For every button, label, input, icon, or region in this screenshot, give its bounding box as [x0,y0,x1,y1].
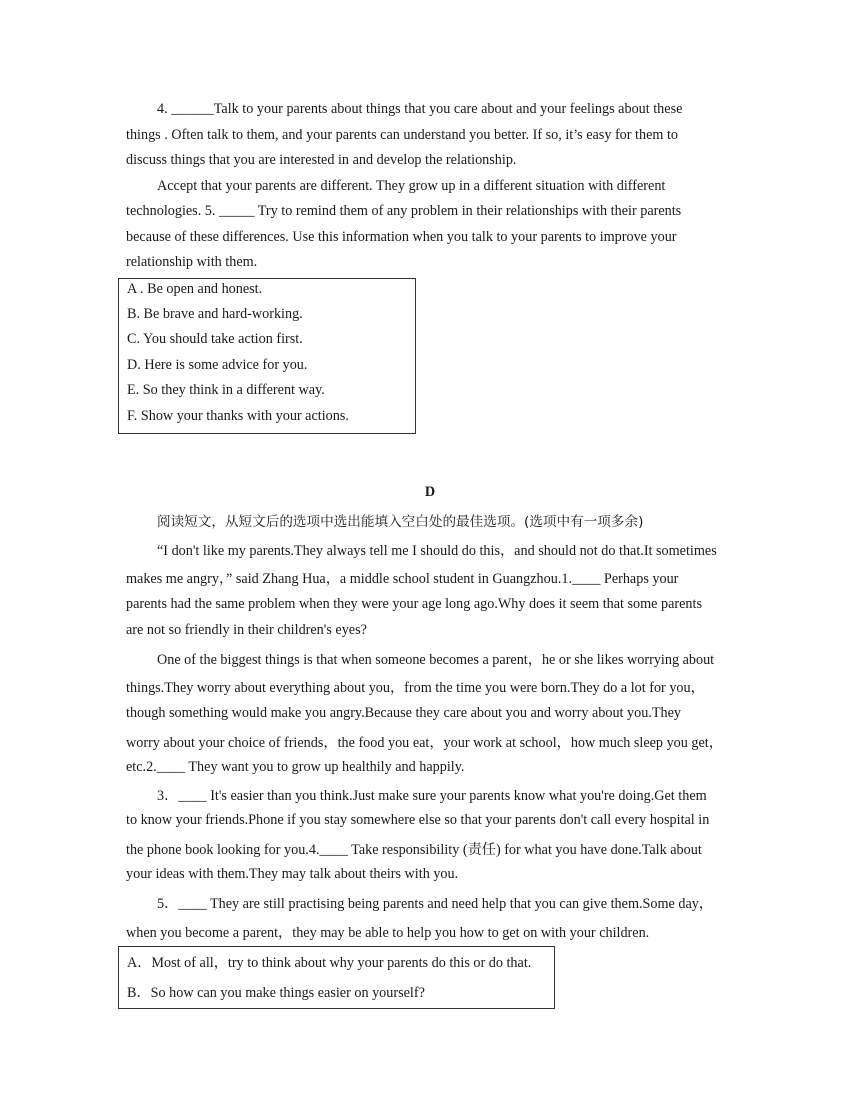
passage-line: worry about your choice of friends，the food you eat，your work at school，how much sleep you get， [126,735,723,751]
passage-line: relationship with them. [126,254,258,270]
passage-line: One of the biggest things is that when someone becomes a parent，he or she likes worrying about [157,652,715,668]
option-a: A . Be open and honest. [127,281,263,297]
passage-line: the phone book looking for you.4.____ Take responsibility (责任) for what you have done.Talk about [126,842,702,858]
passage-line: though something would make you angry.Because they care about you and worry about you.They [126,705,682,721]
option-a: A．Most of all，try to think about why your parents do this or do that. [127,955,532,971]
passage-line: 5．____ They are still practising being parents and need help that you can give them.Some day， [157,896,714,912]
passage-line: to know your friends.Phone if you stay somewhere else so that your parents don't call every hospital in [126,812,710,828]
passage-line: things . Often talk to them, and your parents can understand you better. If so, it’s easy for them to [126,127,679,143]
passage-line: parents had the same problem when they were your age long ago.Why does it seem that some parents [126,596,702,612]
option-b: B．So how can you make things easier on yourself? [127,985,425,1001]
instruction: 阅读短文，从短文后的选项中选出能填入空白处的最佳选项。(选项中有一项多余) [157,514,644,530]
passage-line: etc.2.____ They want you to grow up healthily and happily. [126,759,465,775]
passage-line: 3．____ It's easier than you think.Just make sure your parents know what you're doing.Get them [157,788,707,804]
passage-line: your ideas with them.They may talk about theirs with you. [126,866,459,882]
option-c: C. You should take action first. [127,331,303,347]
passage-line: are not so friendly in their children's eyes? [126,622,367,638]
passage-line: “I don't like my parents.They always tell me I should do this，and should not do that.It sometimes [157,543,717,559]
passage-line: Accept that your parents are different. They grow up in a different situation with different [157,178,666,194]
passage-line: when you become a parent，they may be able to help you how to get on with your children. [126,925,650,941]
passage-line: discuss things that you are interested in and develop the relationship. [126,152,517,168]
option-b: B. Be brave and hard-working. [127,306,303,322]
passage-line: because of these differences. Use this information when you talk to your parents to improve your [126,229,677,245]
option-d: D. Here is some advice for you. [127,357,308,373]
passage-line: things.They worry about everything about you，from the time you were born.They do a lot for you， [126,680,705,696]
options-box [118,278,416,434]
option-f: F. Show your thanks with your actions. [127,408,349,424]
options-box [118,946,555,1009]
passage-line: technologies. 5. _____ Try to remind them of any problem in their relationships with their parents [126,203,682,219]
passage-line: makes me angry，” said Zhang Hua，a middle school student in Guangzhou.1.____ Perhaps your [126,571,679,587]
option-e: E. So they think in a different way. [127,382,325,398]
passage-line: 4. ______Talk to your parents about things that you care about and your feelings about these [157,101,683,117]
section-title: D [424,484,436,500]
